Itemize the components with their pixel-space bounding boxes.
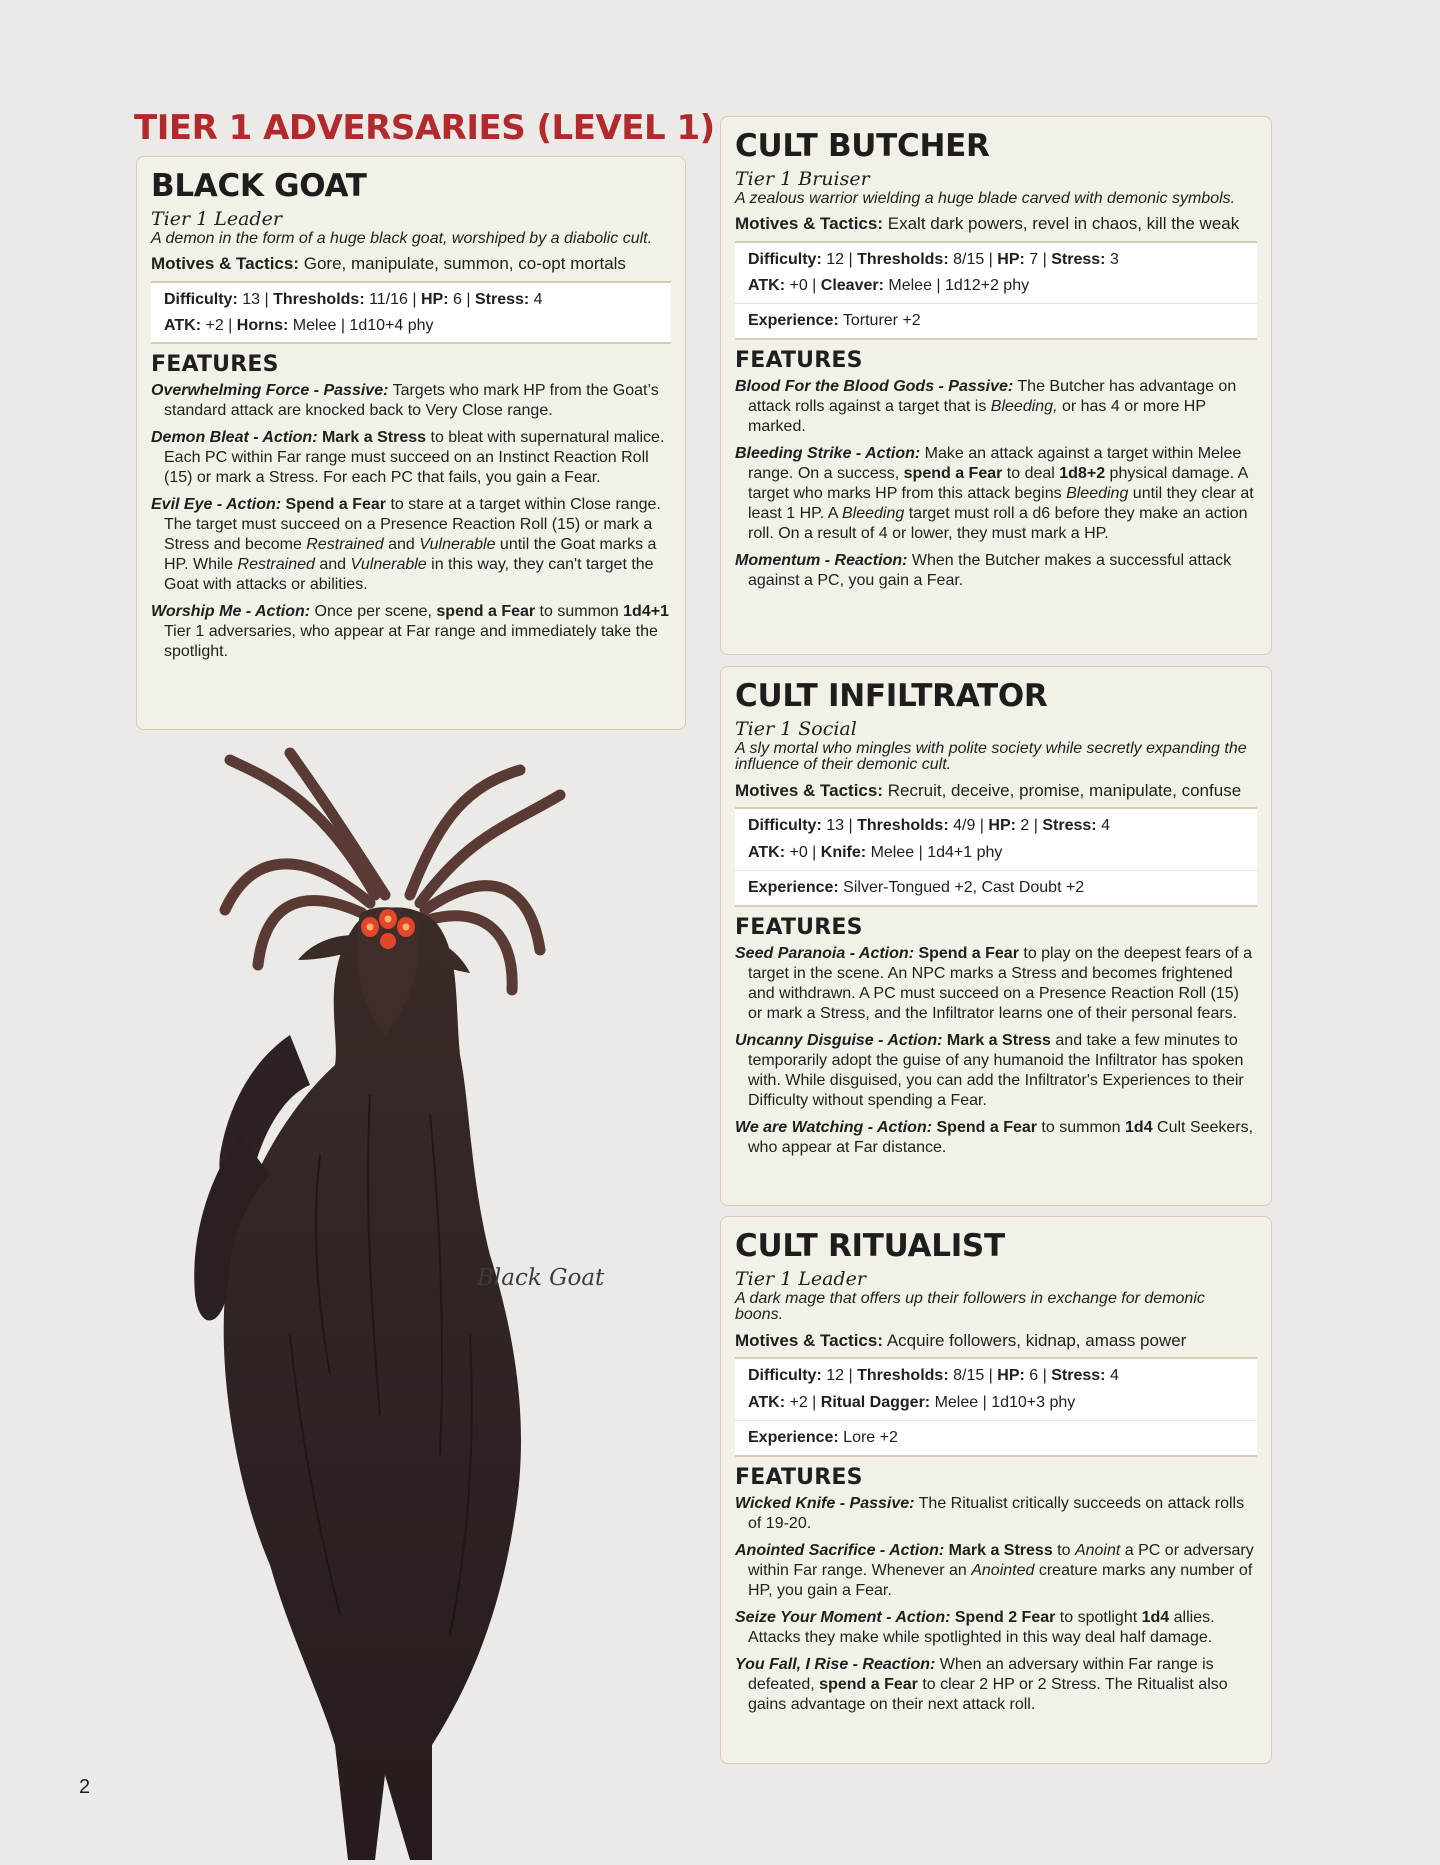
feature-name: We are Watching - Action: xyxy=(735,1118,933,1136)
experience-label: Experience: xyxy=(748,312,839,330)
stat-block-cult-ritualist xyxy=(720,1216,1272,1764)
features-list xyxy=(735,1494,1257,1715)
features-heading: FEATURES xyxy=(735,914,863,940)
difficulty-label: Difficulty: xyxy=(748,1367,822,1385)
atk-value: +0 xyxy=(789,276,808,294)
hp-label: HP: xyxy=(421,290,449,308)
feature-text: 1d8+2 xyxy=(1059,464,1106,482)
feature-text: Once per scene, xyxy=(310,603,437,621)
motives-value: Acquire followers, kidnap, amass power xyxy=(886,1331,1187,1351)
features-list xyxy=(735,377,1257,591)
feature-item xyxy=(735,1031,1257,1111)
hp-value: 6 xyxy=(1029,1367,1039,1385)
motives-tactics xyxy=(735,780,1257,801)
difficulty-value: 13 xyxy=(242,290,261,308)
feature-item xyxy=(151,602,671,662)
feature-text: spend a Fear xyxy=(436,603,536,621)
difficulty-label: Difficulty: xyxy=(748,817,822,835)
motives-tactics xyxy=(735,213,1257,234)
thresholds-label: Thresholds: xyxy=(857,250,949,268)
adversary-name: CULT RITUALIST xyxy=(735,1228,1005,1264)
adversary-description: A demon in the form of a huge black goat, worshiped by a diabolic cult. xyxy=(151,229,653,247)
motives-label: Motives & Tactics: xyxy=(151,254,300,274)
feature-text: Make an attack against a target within Melee range. On a success, xyxy=(748,444,1242,482)
motives-value: Recruit, deceive, promise, manipulate, confuse xyxy=(887,781,1242,801)
illustration-caption: Black Goat xyxy=(477,1265,605,1291)
feature-text: The Butcher has advantage on attack rolls against a target that is xyxy=(748,377,1237,415)
feature-text: Targets who mark HP from the Goat’s standard attack are knocked back to Very Close range. xyxy=(164,382,659,420)
motives-tactics xyxy=(735,1330,1257,1351)
thresholds-value: 8/15 xyxy=(953,250,985,268)
feature-text: to stare at a target within Close range. The target must succeed on a Presence Reaction Roll (15) or mark a Stress and become xyxy=(164,496,661,554)
experience xyxy=(735,1420,1257,1451)
difficulty-value: 13 xyxy=(826,817,845,835)
attack-stats: ATK: +0 | Cleaver: Melee | 1d12+2 phy xyxy=(748,276,1030,294)
feature-text: 1d4+1 xyxy=(623,603,669,621)
thresholds-label: Thresholds: xyxy=(857,1367,949,1385)
adversary-description: A dark mage that offers up their followers in exchange for demonic boons. xyxy=(735,1289,1205,1324)
feature-item xyxy=(151,495,671,595)
feature-text: When an adversary within Far range is defeated, xyxy=(748,1655,1214,1693)
difficulty-label: Difficulty: xyxy=(164,290,238,308)
atk-label: ATK: xyxy=(164,316,202,334)
stats-box xyxy=(735,241,1257,340)
feature-text: Spend a Fear xyxy=(932,1118,1037,1136)
feature-text: Vulnerable xyxy=(350,556,427,574)
adversary-tier: Tier 1 Bruiser xyxy=(735,167,870,190)
attack-stats: ATK: +0 | Knife: Melee | 1d4+1 phy xyxy=(748,843,1003,861)
feature-name: Seed Paranoia - Action: xyxy=(735,944,914,962)
motives-value: Gore, manipulate, summon, co-opt mortals xyxy=(303,254,626,274)
feature-text: Anoint xyxy=(1074,1541,1121,1559)
defense-stats: Difficulty: 12 | Thresholds: 8/15 | HP: 6 | Stress: 4 xyxy=(748,1367,1119,1385)
feature-text: allies. Attacks they make while spotlighted in this way deal half damage. xyxy=(748,1608,1215,1646)
feature-text: 1d4 xyxy=(1125,1118,1153,1136)
feature-text: and xyxy=(314,556,351,574)
feature-text: to clear 2 HP or 2 Stress. The Ritualist also gains advantage on their next attack roll. xyxy=(748,1675,1228,1713)
stress-value: 3 xyxy=(1109,250,1119,268)
feature-text: Mark a Stress xyxy=(944,1541,1053,1559)
feature-text: Spend a Fear xyxy=(914,944,1019,962)
feature-text: creature marks any number of HP, you gain a Fear. xyxy=(748,1561,1253,1599)
hp-label: HP: xyxy=(997,250,1025,268)
features-heading: FEATURES xyxy=(735,1464,863,1490)
feature-item xyxy=(735,1118,1257,1158)
weapon-detail: Melee | 1d12+2 phy xyxy=(888,276,1030,294)
weapon-detail: Melee | 1d10+3 phy xyxy=(934,1393,1076,1411)
hp-label: HP: xyxy=(997,1367,1025,1385)
experience-value: Torturer +2 xyxy=(842,312,921,330)
feature-text: Mark a Stress xyxy=(942,1031,1051,1049)
atk-label: ATK: xyxy=(748,843,786,861)
adversary-name: CULT INFILTRATOR xyxy=(735,678,1048,714)
black-goat-illustration xyxy=(170,735,630,1865)
features-list xyxy=(735,944,1257,1158)
feature-text: Anointed xyxy=(971,1561,1035,1579)
feature-text: target must roll a d6 before they make an action roll. On a result of 4 or lower, they must mark a HP. xyxy=(748,504,1248,542)
motives-value: Exalt dark powers, revel in chaos, kill the weak xyxy=(887,214,1240,234)
defense-stats: Difficulty: 12 | Thresholds: 8/15 | HP: 7 | Stress: 3 xyxy=(748,250,1119,268)
thresholds-label: Thresholds: xyxy=(273,290,365,308)
attack-stats: ATK: +2 | Ritual Dagger: Melee | 1d10+3 phy xyxy=(748,1393,1076,1411)
feature-text: in this way, they can't target the Goat with attacks or abilities. xyxy=(164,556,654,594)
defense-stats: Difficulty: 13 | Thresholds: 4/9 | HP: 2 | Stress: 4 xyxy=(748,817,1110,835)
experience-label: Experience: xyxy=(748,1429,839,1447)
adversary-description: A sly mortal who mingles with polite society while secretly expanding the influence of their demonic cult. xyxy=(735,739,1247,774)
adversary-tier: Tier 1 Social xyxy=(735,717,857,740)
experience xyxy=(735,303,1257,334)
feature-text: to deal xyxy=(1002,464,1060,482)
adversary-tier: Tier 1 Leader xyxy=(735,1267,866,1290)
weapon-detail: Melee | 1d10+4 phy xyxy=(292,316,434,334)
feature-item xyxy=(151,381,671,421)
stress-label: Stress: xyxy=(1051,250,1106,268)
weapon-name: Ritual Dagger: xyxy=(820,1393,931,1411)
feature-name: Seize Your Moment - Action: xyxy=(735,1608,951,1626)
feature-text: When the Butcher makes a successful attack against a PC, you gain a Fear. xyxy=(748,551,1232,589)
thresholds-value: 4/9 xyxy=(953,817,976,835)
experience-value: Lore +2 xyxy=(843,1429,898,1447)
feature-text: The Ritualist critically succeeds on attack rolls of 19-20. xyxy=(748,1494,1245,1532)
stress-label: Stress: xyxy=(1042,817,1097,835)
feature-name: Blood For the Blood Gods - Passive: xyxy=(735,377,1014,395)
stress-value: 4 xyxy=(1109,1367,1119,1385)
stats-box xyxy=(735,1357,1257,1456)
attack-stats: ATK: +2 | Horns: Melee | 1d10+4 phy xyxy=(164,316,434,334)
feature-name: Overwhelming Force - Passive: xyxy=(151,382,389,400)
difficulty-value: 12 xyxy=(826,1367,845,1385)
feature-text: Bleeding, xyxy=(990,397,1058,415)
features-heading: FEATURES xyxy=(151,352,279,378)
feature-item xyxy=(735,1608,1257,1648)
feature-item xyxy=(735,444,1257,544)
stress-value: 4 xyxy=(1101,817,1110,835)
feature-text: to xyxy=(1052,1541,1075,1559)
motives-label: Motives & Tactics: xyxy=(735,214,884,234)
feature-text: Bleeding xyxy=(842,504,905,522)
feature-item xyxy=(735,944,1257,1024)
feature-name: Uncanny Disguise - Action: xyxy=(735,1031,943,1049)
feature-text: 1d4 xyxy=(1141,1608,1170,1626)
feature-text: Cult Seekers, who appear at Far distance. xyxy=(748,1118,1254,1156)
weapon-name: Knife: xyxy=(820,843,867,861)
thresholds-label: Thresholds: xyxy=(857,817,949,835)
feature-text: spend a Fear xyxy=(819,1675,918,1693)
adversary-tier: Tier 1 Leader xyxy=(151,207,282,230)
feature-text: until the Goat marks a HP. While xyxy=(164,536,657,574)
atk-value: +2 xyxy=(205,316,224,334)
feature-text: Spend a Fear xyxy=(281,496,387,514)
stats-box xyxy=(151,281,671,345)
feature-text: Bleeding xyxy=(1066,484,1129,502)
hp-label: HP: xyxy=(988,817,1016,835)
stress-value: 4 xyxy=(533,290,543,308)
weapon-detail: Melee | 1d4+1 phy xyxy=(870,843,1003,861)
page-title: TIER 1 ADVERSARIES (LEVEL 1) xyxy=(134,108,715,148)
feature-text: spend a Fear xyxy=(903,464,1003,482)
stat-block-cult-butcher xyxy=(720,116,1272,655)
stat-block-black-goat xyxy=(136,156,686,730)
atk-label: ATK: xyxy=(748,1393,786,1411)
features-list xyxy=(151,381,671,662)
feature-text: to summon xyxy=(535,603,624,621)
feature-text: Vulnerable xyxy=(419,536,496,554)
motives-label: Motives & Tactics: xyxy=(735,781,884,801)
weapon-name: Horns: xyxy=(236,316,289,334)
stats-box xyxy=(735,807,1257,906)
defense-stats: Difficulty: 13 | Thresholds: 11/16 | HP: 6 | Stress: 4 xyxy=(164,290,543,308)
feature-name: You Fall, I Rise - Reaction: xyxy=(735,1655,936,1673)
feature-text: physical damage. A target who marks HP from this attack begins xyxy=(748,464,1248,502)
feature-item xyxy=(735,551,1257,591)
feature-text: a PC or adversary within Far range. Whenever an xyxy=(748,1541,1254,1579)
thresholds-value: 11/16 xyxy=(369,290,408,308)
feature-text: Tier 1 adversaries, who appear at Far range and immediately take the spotlight. xyxy=(164,623,658,661)
feature-text: and xyxy=(383,536,420,554)
feature-text: Restrained xyxy=(237,556,315,574)
adversary-name: BLACK GOAT xyxy=(151,168,367,204)
difficulty-value: 12 xyxy=(826,250,845,268)
atk-value: +0 xyxy=(789,843,808,861)
feature-name: Wicked Knife - Passive: xyxy=(735,1494,915,1512)
feature-text: Spend 2 Fear xyxy=(950,1608,1056,1626)
feature-text: to spotlight xyxy=(1055,1608,1142,1626)
feature-text: Restrained xyxy=(306,536,384,554)
motives-tactics xyxy=(151,253,671,274)
adversary-name: CULT BUTCHER xyxy=(735,128,990,164)
feature-item xyxy=(151,428,671,488)
feature-text: and take a few minutes to temporarily adopt the guise of any humanoid the Infiltrator has spoken with. While disguised, you can add the Infiltrator's Experiences to their Difficulty without spending a Fear. xyxy=(748,1031,1244,1109)
feature-name: Evil Eye - Action: xyxy=(151,496,282,514)
feature-item xyxy=(735,1494,1257,1534)
adversary-description: A zealous warrior wielding a huge blade carved with demonic symbols. xyxy=(735,189,1236,207)
atk-label: ATK: xyxy=(748,276,786,294)
weapon-name: Cleaver: xyxy=(820,276,884,294)
feature-name: Anointed Sacrifice - Action: xyxy=(735,1541,945,1559)
feature-item xyxy=(735,1541,1257,1601)
hp-value: 7 xyxy=(1029,250,1039,268)
motives-label: Motives & Tactics: xyxy=(735,1331,884,1351)
feature-name: Momentum - Reaction: xyxy=(735,551,908,569)
feature-text: to play on the deepest fears of a target in the scene. An NPC marks a Stress and becomes frightened and withdrawn. A PC must succeed on a Presence Reaction Roll (15) or mark a Stress, and the Infiltrator learns one of their personal fears. xyxy=(748,944,1252,1022)
stress-label: Stress: xyxy=(474,290,530,308)
experience-value: Silver-Tongued +2, Cast Doubt +2 xyxy=(843,879,1085,897)
feature-name: Demon Bleat - Action: xyxy=(151,429,318,447)
feature-text: to summon xyxy=(1036,1118,1126,1136)
experience-label: Experience: xyxy=(748,879,839,897)
experience xyxy=(735,870,1257,901)
feature-item xyxy=(735,1655,1257,1715)
feature-text: to bleat with supernatural malice. Each PC within Far range must succeed on an Instinct Reaction Roll (15) or mark a Stress. For each PC that fails, you gain a Fear. xyxy=(164,429,665,487)
stat-block-cult-infiltrator xyxy=(720,666,1272,1206)
feature-text: Mark a Stress xyxy=(317,429,427,447)
feature-text: or has 4 or more HP marked. xyxy=(748,397,1206,435)
atk-value: +2 xyxy=(789,1393,808,1411)
thresholds-value: 8/15 xyxy=(953,1367,985,1385)
page-number: 2 xyxy=(79,1776,91,1798)
hp-value: 2 xyxy=(1020,817,1030,835)
feature-name: Worship Me - Action: xyxy=(151,603,311,621)
stress-label: Stress: xyxy=(1051,1367,1106,1385)
difficulty-label: Difficulty: xyxy=(748,250,822,268)
feature-name: Bleeding Strike - Action: xyxy=(735,444,921,462)
feature-item xyxy=(735,377,1257,437)
features-heading: FEATURES xyxy=(735,347,863,373)
hp-value: 6 xyxy=(453,290,462,308)
feature-text: until they clear at least 1 HP. A xyxy=(748,484,1254,522)
